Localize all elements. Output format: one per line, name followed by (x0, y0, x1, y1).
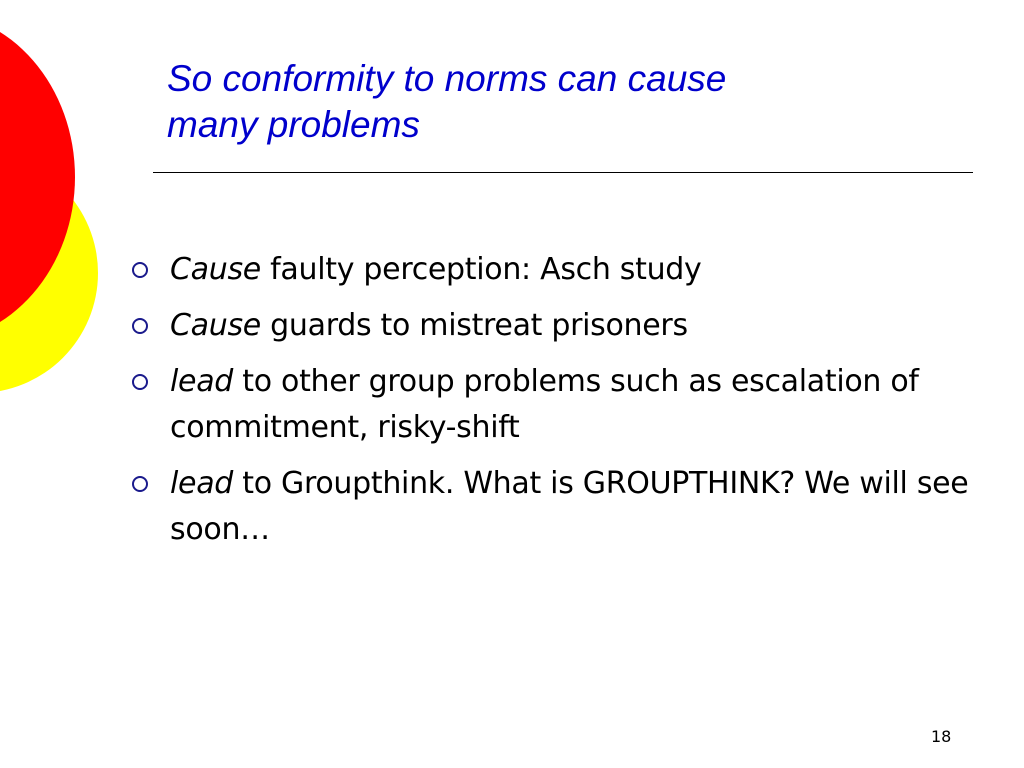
bullet-text: to other group problems such as escalation of commitment, risky-shift (170, 364, 919, 445)
bullet-lead-word: lead (170, 364, 243, 399)
hollow-circle-bullet-icon (132, 262, 148, 278)
slide-title (167, 56, 967, 148)
bullet-lead-word: lead (170, 466, 243, 501)
bullet-item (132, 247, 992, 293)
slide-title-line: So conformity to norms can cause (167, 58, 727, 99)
bullet-text: guards to mistreat prisoners (270, 308, 688, 343)
bullet-item (132, 461, 992, 553)
bullet-text: faulty perception: Asch study (270, 252, 702, 287)
slide-title-line: many problems (167, 104, 420, 145)
bullet-lead-word: Cause (170, 252, 271, 287)
hollow-circle-bullet-icon (132, 374, 148, 390)
title-divider (153, 172, 973, 173)
page-number: 18 (931, 727, 952, 746)
hollow-circle-bullet-icon (132, 476, 148, 492)
bullet-item (132, 303, 992, 349)
bullet-lead-word: Cause (170, 308, 271, 343)
bullet-text: to Groupthink. What is GROUPTHINK? We will see soon… (170, 466, 969, 547)
bullet-item (132, 359, 992, 451)
bullet-list (132, 247, 992, 563)
hollow-circle-bullet-icon (132, 318, 148, 334)
